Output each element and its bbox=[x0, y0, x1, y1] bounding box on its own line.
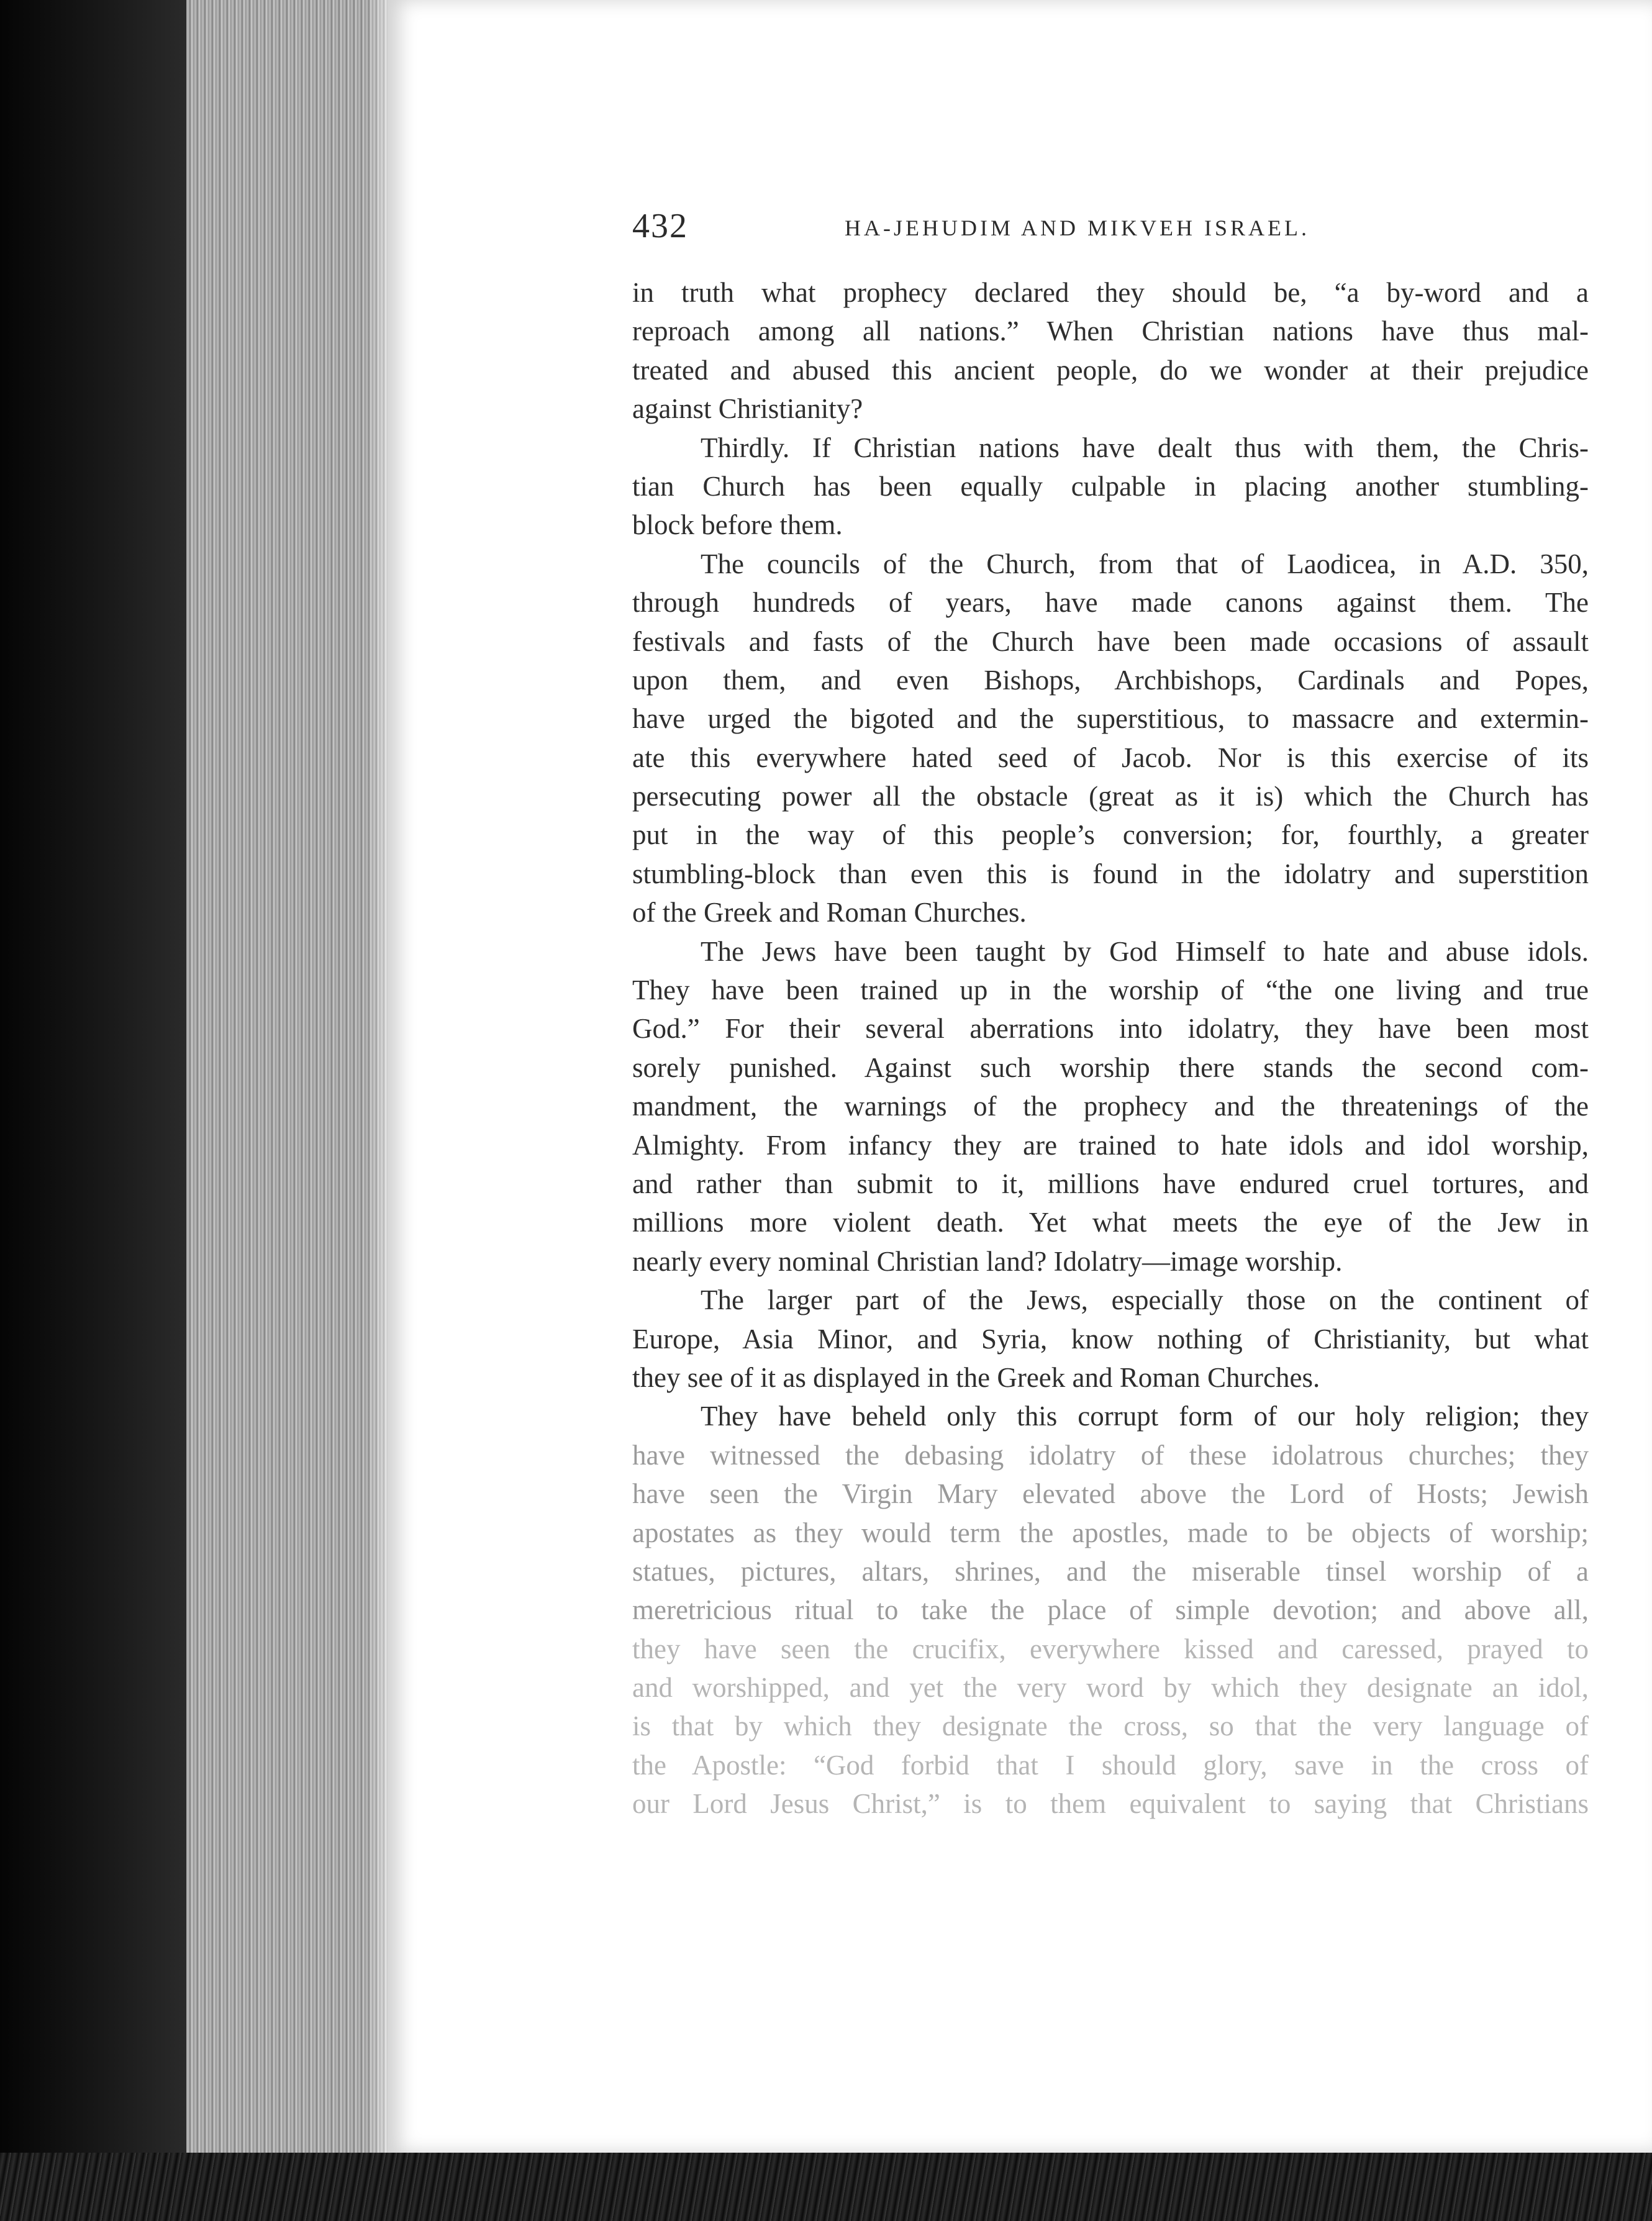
text-line: put in the way of this people’s conversion; for, fourthly, a greater bbox=[632, 819, 1589, 851]
text-line: millions more violent death. Yet what meets the eye of the Jew in bbox=[632, 1207, 1589, 1238]
page-number: 432 bbox=[632, 207, 688, 245]
running-head: HA-JEHUDIM AND MIKVEH ISRAEL. bbox=[845, 216, 1310, 240]
text-line: statues, pictures, altars, shrines, and the miserable tinsel worship of a bbox=[632, 1555, 1589, 1587]
text-line: ate this everywhere hated seed of Jacob. Nor is this exercise of its bbox=[632, 742, 1589, 773]
text-line: Europe, Asia Minor, and Syria, know nothing of Christianity, but what bbox=[632, 1323, 1589, 1355]
text-line: Thirdly. If Christian nations have dealt thus with them, the Chris- bbox=[701, 432, 1589, 463]
text-line: through hundreds of years, have made canons against them. The bbox=[632, 587, 1589, 619]
text-line: against Christianity? bbox=[632, 393, 863, 425]
text-line: They have been trained up in the worship of “the one living and true bbox=[632, 974, 1589, 1006]
text-line: They have beheld only this corrupt form of our holy religion; they bbox=[701, 1401, 1589, 1432]
text-line: and worshipped, and yet the very word by which they designate an idol, bbox=[632, 1672, 1589, 1704]
text-line: tian Church has been equally culpable in placing another stumbling- bbox=[632, 470, 1589, 502]
text-line: treated and abused this ancient people, do we wonder at their prejudice bbox=[632, 354, 1589, 386]
text-line: God.” For their several aberrations into idolatry, they have been most bbox=[632, 1013, 1589, 1045]
text-line: sorely punished. Against such worship there stands the second com- bbox=[632, 1051, 1589, 1083]
text-line: is that by which they designate the cross, so that the very language of bbox=[632, 1710, 1589, 1742]
text-line: festivals and fasts of the Church have been made occasions of assault bbox=[632, 625, 1589, 657]
scan-bottom-edge bbox=[0, 2153, 1652, 2221]
text-line: The Jews have been taught by God Himself to hate and abuse idols. bbox=[701, 935, 1589, 967]
text-line: our Lord Jesus Christ,” is to them equivalent to saying that Christians bbox=[632, 1788, 1589, 1820]
text-line: Almighty. From infancy they are trained to hate idols and idol worship, bbox=[632, 1129, 1589, 1161]
page-header bbox=[632, 206, 1384, 250]
text-line: The councils of the Church, from that of Laodicea, in A.D. 350, bbox=[701, 548, 1589, 579]
text-line: they have seen the crucifix, everywhere kissed and caressed, prayed to bbox=[632, 1633, 1589, 1665]
body-text bbox=[632, 273, 1589, 1824]
text-line: block before them. bbox=[632, 509, 843, 541]
text-line: in truth what prophecy declared they should be, “a by-word and a bbox=[632, 277, 1589, 308]
text-line: meretricious ritual to take the place of simple devotion; and above all, bbox=[632, 1594, 1589, 1626]
text-line: apostates as they would term the apostles, made to be objects of worship; bbox=[632, 1517, 1589, 1548]
text-line: have urged the bigoted and the superstitious, to massacre and extermin- bbox=[632, 703, 1589, 735]
text-line: nearly every nominal Christian land? Idolatry—image worship. bbox=[632, 1245, 1343, 1277]
scan-dark-margin bbox=[0, 0, 186, 2221]
text-line: they see of it as displayed in the Greek and Roman Churches. bbox=[632, 1361, 1320, 1393]
text-line: persecuting power all the obstacle (great as it is) which the Church has bbox=[632, 781, 1589, 812]
book-page-edges bbox=[186, 0, 391, 2221]
text-line: mandment, the warnings of the prophecy and the threatenings of the bbox=[632, 1091, 1589, 1122]
text-line: have seen the Virgin Mary elevated above the Lord of Hosts; Jewish bbox=[632, 1478, 1589, 1510]
text-line: upon them, and even Bishops, Archbishops, Cardinals and Popes, bbox=[632, 664, 1589, 696]
text-line: have witnessed the debasing idolatry of these idolatrous churches; they bbox=[632, 1439, 1589, 1471]
text-line: the Apostle: “God forbid that I should glory, save in the cross of bbox=[632, 1749, 1589, 1781]
text-line: The larger part of the Jews, especially those on the continent of bbox=[701, 1284, 1589, 1316]
text-line: reproach among all nations.” When Christian nations have thus mal- bbox=[632, 316, 1589, 347]
text-line: of the Greek and Roman Churches. bbox=[632, 897, 1027, 929]
text-line: stumbling-block than even this is found in the idolatry and superstition bbox=[632, 858, 1589, 889]
text-line: and rather than submit to it, millions have endured cruel tortures, and bbox=[632, 1168, 1589, 1199]
